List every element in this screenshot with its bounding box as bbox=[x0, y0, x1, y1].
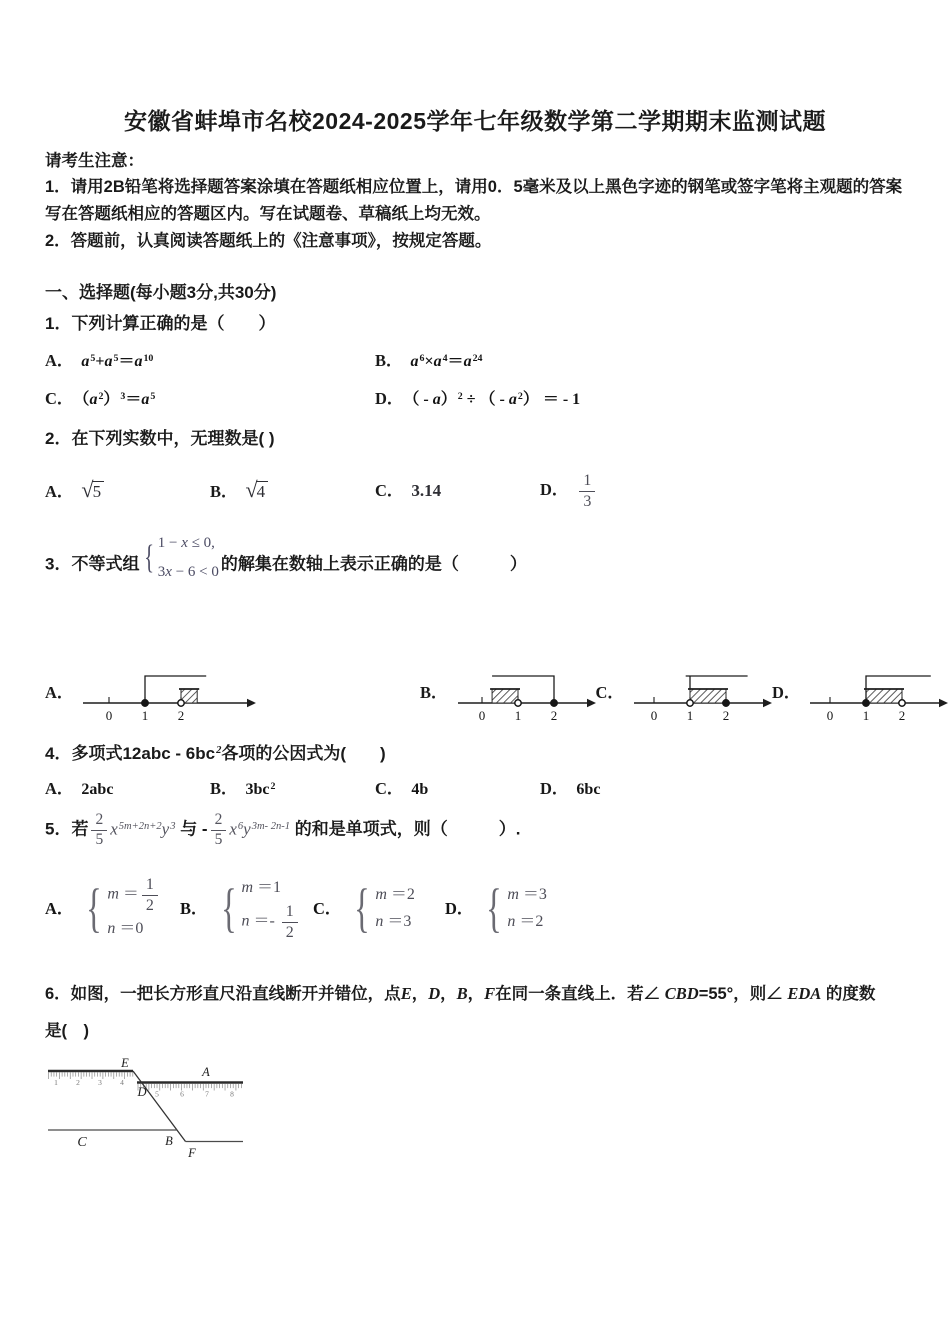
math-fragment: x bbox=[229, 819, 237, 839]
cases-lines bbox=[507, 883, 547, 934]
option-cases bbox=[81, 876, 161, 941]
math-fragment: 5 bbox=[113, 352, 119, 364]
cases-lines bbox=[241, 876, 300, 941]
number-line-d bbox=[808, 665, 948, 723]
option-label: D． bbox=[445, 898, 474, 918]
option-math bbox=[411, 353, 483, 370]
option-label: A． bbox=[45, 351, 74, 370]
math-fragment: 6bc bbox=[576, 781, 601, 798]
option-math bbox=[81, 353, 153, 370]
q4-option-c bbox=[375, 777, 540, 802]
math-fragment: 3 bbox=[583, 492, 592, 510]
math-fragment: 在同一条直线上．若∠ bbox=[495, 985, 665, 1003]
math-fragment: 5m+2n+2 bbox=[118, 820, 162, 832]
q4-stem bbox=[45, 741, 905, 767]
svg-text:1: 1 bbox=[142, 708, 149, 723]
option-label: A． bbox=[45, 683, 74, 702]
math-fragment: x bbox=[181, 535, 188, 551]
q1-option-c bbox=[45, 387, 375, 412]
math-fragment: ＝ bbox=[447, 353, 464, 370]
math-fragment: 6 bbox=[419, 352, 425, 364]
math-fragment: 6．如图，一把长方形直尺沿直线断开并错位，点 bbox=[45, 985, 401, 1003]
math-fragment: 4 bbox=[256, 481, 269, 501]
math-fragment: 5 bbox=[150, 390, 156, 402]
math-fragment: 3m- 2n-1 bbox=[251, 820, 291, 832]
math-fragment: a bbox=[104, 353, 113, 370]
cases-system bbox=[216, 876, 301, 941]
math-fragment: 2 bbox=[457, 390, 463, 402]
q1-options bbox=[45, 349, 905, 412]
math-fragment: 的度数 bbox=[821, 985, 876, 1003]
number-line-b bbox=[456, 665, 596, 723]
math-fragment: ， bbox=[440, 985, 457, 1003]
fraction bbox=[91, 812, 107, 848]
option-label: B． bbox=[420, 683, 448, 702]
q3-inequality-system bbox=[139, 535, 220, 580]
math-fragment: 2 bbox=[145, 896, 154, 914]
math-fragment: 6 bbox=[237, 820, 244, 832]
math-fragment: a bbox=[141, 391, 150, 408]
cases-line bbox=[158, 530, 219, 556]
option-label: C． bbox=[375, 480, 404, 500]
cases-line bbox=[375, 883, 415, 907]
option-math bbox=[81, 476, 104, 502]
option-math bbox=[81, 391, 155, 408]
q1-option-d bbox=[375, 387, 905, 412]
option-label: B． bbox=[210, 481, 238, 501]
math-fragment: m bbox=[241, 879, 253, 897]
option-math bbox=[411, 391, 580, 408]
cases-line bbox=[241, 876, 300, 900]
q3-option-b bbox=[420, 665, 596, 723]
svg-text:7: 7 bbox=[205, 1089, 209, 1099]
math-fragment: F bbox=[484, 984, 496, 1003]
notice-item-2: 2．答题前，认真阅读答题纸上的《注意事项》，按规定答题。 bbox=[45, 232, 492, 250]
q5-stem bbox=[45, 812, 905, 848]
math-fragment: 与 - bbox=[175, 819, 208, 839]
math-fragment: ＝3 bbox=[518, 886, 547, 904]
math-fragment: 2 bbox=[285, 923, 294, 941]
fraction bbox=[142, 876, 158, 914]
option-math bbox=[81, 781, 113, 798]
option-math bbox=[411, 781, 428, 798]
math-fragment: + bbox=[95, 353, 105, 370]
notice-item-1: 1．请用2B铅笔将选择题答案涂填在答题纸相应位置上，请用0．5毫米及以上黑色字迹的钢笔或签字笔将主观题的答案写在答题纸相应的答题区内。写在试题卷、草稿纸上均无效。 bbox=[45, 178, 903, 223]
svg-text:1: 1 bbox=[863, 708, 870, 723]
option-label: C． bbox=[595, 683, 624, 702]
math-fragment: √ bbox=[81, 476, 94, 502]
svg-text:E: E bbox=[121, 1056, 129, 1070]
svg-text:D: D bbox=[137, 1085, 147, 1099]
math-fragment: a bbox=[81, 353, 90, 370]
q3-stem-post: 的解集在数轴上表示正确的是（ ） bbox=[220, 554, 527, 574]
math-fragment: ＝2 bbox=[386, 886, 415, 904]
brace: { bbox=[86, 878, 103, 939]
math-fragment: 24 bbox=[472, 352, 483, 364]
svg-text:A: A bbox=[202, 1065, 210, 1079]
q1-option-b bbox=[375, 349, 905, 374]
cases-line bbox=[107, 917, 161, 941]
svg-text:0: 0 bbox=[827, 708, 834, 723]
math-fragment: 2 bbox=[91, 812, 107, 831]
math-fragment: n bbox=[507, 913, 516, 931]
svg-text:2: 2 bbox=[76, 1078, 80, 1087]
q2-option-c bbox=[375, 479, 540, 504]
math-fragment: m bbox=[375, 886, 387, 904]
q5-option-c bbox=[313, 878, 445, 939]
math-fragment: 2abc bbox=[81, 781, 114, 798]
math-fragment: 的和是单项式，则（ ）. bbox=[290, 819, 521, 839]
math-fragment: ÷ （ - bbox=[462, 391, 509, 408]
math-fragment: 3bc bbox=[245, 781, 270, 798]
q2-option-d bbox=[540, 472, 905, 510]
math-fragment: 2 bbox=[211, 812, 227, 831]
cases-lines bbox=[375, 883, 415, 934]
math-fragment: a bbox=[134, 353, 143, 370]
math-fragment: m bbox=[107, 885, 119, 903]
math-fragment: 2 bbox=[517, 390, 523, 402]
q4-option-d bbox=[540, 777, 905, 802]
q5-option-d bbox=[445, 878, 905, 939]
option-math bbox=[576, 781, 600, 798]
cases-system bbox=[141, 530, 218, 585]
math-fragment: 4 bbox=[442, 352, 448, 364]
math-fragment: a bbox=[433, 353, 442, 370]
svg-text:2: 2 bbox=[178, 708, 185, 723]
math-fragment: 5 bbox=[214, 830, 223, 848]
cases-line bbox=[507, 910, 547, 934]
math-fragment: 4b bbox=[411, 781, 429, 798]
math-fragment: 3 bbox=[170, 820, 176, 832]
svg-text:2: 2 bbox=[899, 708, 906, 723]
math-fragment: a bbox=[410, 353, 419, 370]
q3-stem bbox=[45, 535, 905, 593]
section-heading: 一、选择题(每小题3分,共30分) bbox=[45, 283, 277, 302]
svg-text:0: 0 bbox=[650, 708, 658, 723]
svg-text:B: B bbox=[165, 1134, 173, 1148]
math-fragment: √ bbox=[245, 476, 258, 502]
svg-text:1: 1 bbox=[54, 1078, 58, 1087]
q3-option-a bbox=[45, 665, 420, 723]
math-fragment: n bbox=[107, 920, 116, 937]
q1-stem: 1．下列计算正确的是（ ） bbox=[45, 314, 276, 333]
option-math bbox=[576, 472, 598, 510]
math-fragment: 2 bbox=[270, 780, 276, 792]
option-label: D． bbox=[771, 683, 801, 702]
q4-option-a bbox=[45, 777, 210, 802]
math-fragment: a bbox=[432, 391, 441, 408]
math-fragment: （ bbox=[81, 391, 90, 408]
sqrt bbox=[81, 476, 104, 502]
q3-option-c bbox=[596, 665, 772, 723]
svg-text:0: 0 bbox=[478, 708, 485, 723]
math-fragment: ＝0 bbox=[115, 920, 144, 937]
math-fragment: ） bbox=[103, 391, 120, 408]
option-cases bbox=[216, 876, 301, 941]
math-fragment: 2 bbox=[98, 390, 104, 402]
option-label: B． bbox=[210, 779, 238, 798]
brace: { bbox=[144, 538, 155, 576]
q2-stem: 2．在下列实数中，无理数是( ) bbox=[45, 429, 275, 448]
math-fragment: × bbox=[424, 353, 434, 370]
math-fragment: x bbox=[165, 564, 172, 580]
math-fragment: 1 − bbox=[157, 535, 182, 551]
math-fragment: ） ＝ - 1 bbox=[522, 391, 581, 408]
math-fragment: D bbox=[428, 984, 441, 1003]
math-fragment: 3 bbox=[120, 390, 126, 402]
math-fragment: ＝- bbox=[249, 912, 279, 930]
option-math bbox=[411, 481, 441, 500]
math-fragment: 3.14 bbox=[411, 480, 442, 500]
math-fragment: x bbox=[110, 819, 118, 839]
q5-option-a bbox=[45, 876, 180, 941]
math-fragment: 1 bbox=[142, 876, 158, 895]
math-fragment: 1 bbox=[282, 903, 298, 922]
option-label: A． bbox=[45, 898, 74, 918]
math-fragment: B bbox=[456, 984, 468, 1003]
option-label: C． bbox=[313, 898, 342, 918]
option-label: B． bbox=[375, 351, 403, 370]
option-label: D． bbox=[375, 389, 404, 408]
q2-option-b bbox=[210, 478, 375, 505]
math-fragment: 各项的公因式为( ) bbox=[221, 744, 386, 763]
notice-heading: 请考生注意： bbox=[45, 152, 144, 170]
cases-line bbox=[158, 559, 219, 585]
option-label: A． bbox=[45, 779, 74, 798]
option-cases bbox=[481, 878, 547, 939]
math-fragment: ≤ 0, bbox=[187, 535, 215, 551]
option-label: B． bbox=[180, 898, 208, 918]
number-line-a bbox=[81, 665, 256, 723]
math-fragment: ＝3 bbox=[383, 913, 412, 931]
q3-option-d bbox=[772, 665, 948, 723]
svg-text:5: 5 bbox=[155, 1089, 159, 1099]
ruler-figure bbox=[45, 1054, 257, 1164]
math-fragment: a bbox=[89, 391, 98, 408]
option-label: D． bbox=[540, 779, 569, 798]
math-fragment: 1 bbox=[579, 472, 595, 491]
cases-lines bbox=[158, 530, 219, 585]
svg-text:2: 2 bbox=[550, 708, 557, 723]
math-fragment: E bbox=[400, 984, 412, 1003]
math-fragment: y bbox=[243, 819, 251, 839]
math-fragment: EDA bbox=[787, 984, 822, 1003]
svg-text:4: 4 bbox=[120, 1078, 124, 1087]
math-fragment: ） bbox=[440, 391, 457, 408]
math-fragment: 是( ) bbox=[45, 1022, 89, 1040]
q2-option-a bbox=[45, 478, 210, 505]
math-fragment: n bbox=[241, 912, 250, 930]
math-fragment: y bbox=[161, 819, 170, 839]
q5-options bbox=[45, 876, 905, 941]
q4-options bbox=[45, 777, 905, 802]
math-fragment: ＝1 bbox=[253, 879, 282, 897]
q6-stem bbox=[45, 975, 905, 1050]
svg-text:3: 3 bbox=[98, 1078, 102, 1087]
math-fragment: 5 bbox=[95, 830, 104, 848]
svg-text:C: C bbox=[77, 1135, 87, 1150]
sqrt bbox=[245, 476, 269, 502]
cases-system bbox=[81, 876, 161, 941]
math-fragment: （ - bbox=[411, 391, 433, 408]
math-fragment: ＝2 bbox=[515, 913, 544, 931]
cases-system bbox=[481, 878, 547, 939]
q4-option-b bbox=[210, 777, 375, 802]
q5-option-b bbox=[180, 876, 313, 941]
cases-line bbox=[507, 883, 547, 907]
option-math bbox=[246, 781, 276, 798]
cases-line bbox=[107, 876, 161, 914]
math-fragment: 2 bbox=[216, 745, 222, 757]
option-label: D． bbox=[540, 479, 569, 499]
option-label: C． bbox=[375, 779, 404, 798]
fraction bbox=[579, 472, 595, 510]
q2-options bbox=[45, 468, 905, 514]
option-math bbox=[245, 476, 269, 502]
math-fragment: ， bbox=[467, 985, 485, 1003]
math-fragment: − 6 < 0 bbox=[171, 564, 219, 580]
cases-lines bbox=[107, 876, 161, 941]
svg-text:1: 1 bbox=[686, 708, 694, 723]
page-title: 安徽省蚌埠市名校2024-2025学年七年级数学第二学期期末监测试题 bbox=[124, 108, 826, 134]
option-label: C． bbox=[45, 389, 74, 408]
math-fragment: 5．若 bbox=[45, 819, 89, 839]
q3-stem-pre: 3．不等式组 bbox=[45, 554, 140, 574]
cases-line bbox=[241, 903, 300, 941]
brace: { bbox=[220, 878, 237, 939]
math-fragment: ＝ bbox=[118, 353, 135, 370]
svg-text:0: 0 bbox=[106, 708, 113, 723]
fraction bbox=[282, 903, 298, 941]
cases-line bbox=[375, 910, 415, 934]
cases-system bbox=[349, 878, 415, 939]
q3-options bbox=[45, 665, 905, 723]
math-fragment: 5 bbox=[92, 481, 105, 501]
option-cases bbox=[349, 878, 415, 939]
svg-text:8: 8 bbox=[230, 1089, 234, 1099]
math-fragment: 10 bbox=[143, 352, 154, 364]
math-fragment: n bbox=[375, 913, 384, 931]
brace: { bbox=[354, 878, 371, 939]
math-fragment: ， bbox=[411, 985, 429, 1003]
math-fragment: CBD bbox=[664, 984, 699, 1003]
math-fragment: 3 bbox=[157, 564, 166, 580]
math-fragment: ＝ bbox=[118, 885, 139, 903]
svg-text:6: 6 bbox=[180, 1089, 184, 1099]
q1-option-a bbox=[45, 349, 375, 374]
math-fragment: a bbox=[508, 391, 517, 408]
math-fragment: a bbox=[463, 353, 472, 370]
number-line-c bbox=[632, 665, 772, 723]
svg-text:2: 2 bbox=[722, 708, 730, 723]
math-fragment: m bbox=[507, 886, 519, 904]
fraction bbox=[211, 812, 227, 848]
math-fragment: 4．多项式12abc - 6bc bbox=[45, 744, 216, 763]
option-label: A． bbox=[45, 481, 74, 501]
brace: { bbox=[486, 878, 503, 939]
math-fragment: ＝ bbox=[125, 391, 142, 408]
svg-text:F: F bbox=[188, 1146, 196, 1160]
svg-text:1: 1 bbox=[514, 708, 521, 723]
math-fragment: =55°，则∠ bbox=[698, 985, 788, 1003]
math-fragment: 5 bbox=[90, 352, 96, 364]
